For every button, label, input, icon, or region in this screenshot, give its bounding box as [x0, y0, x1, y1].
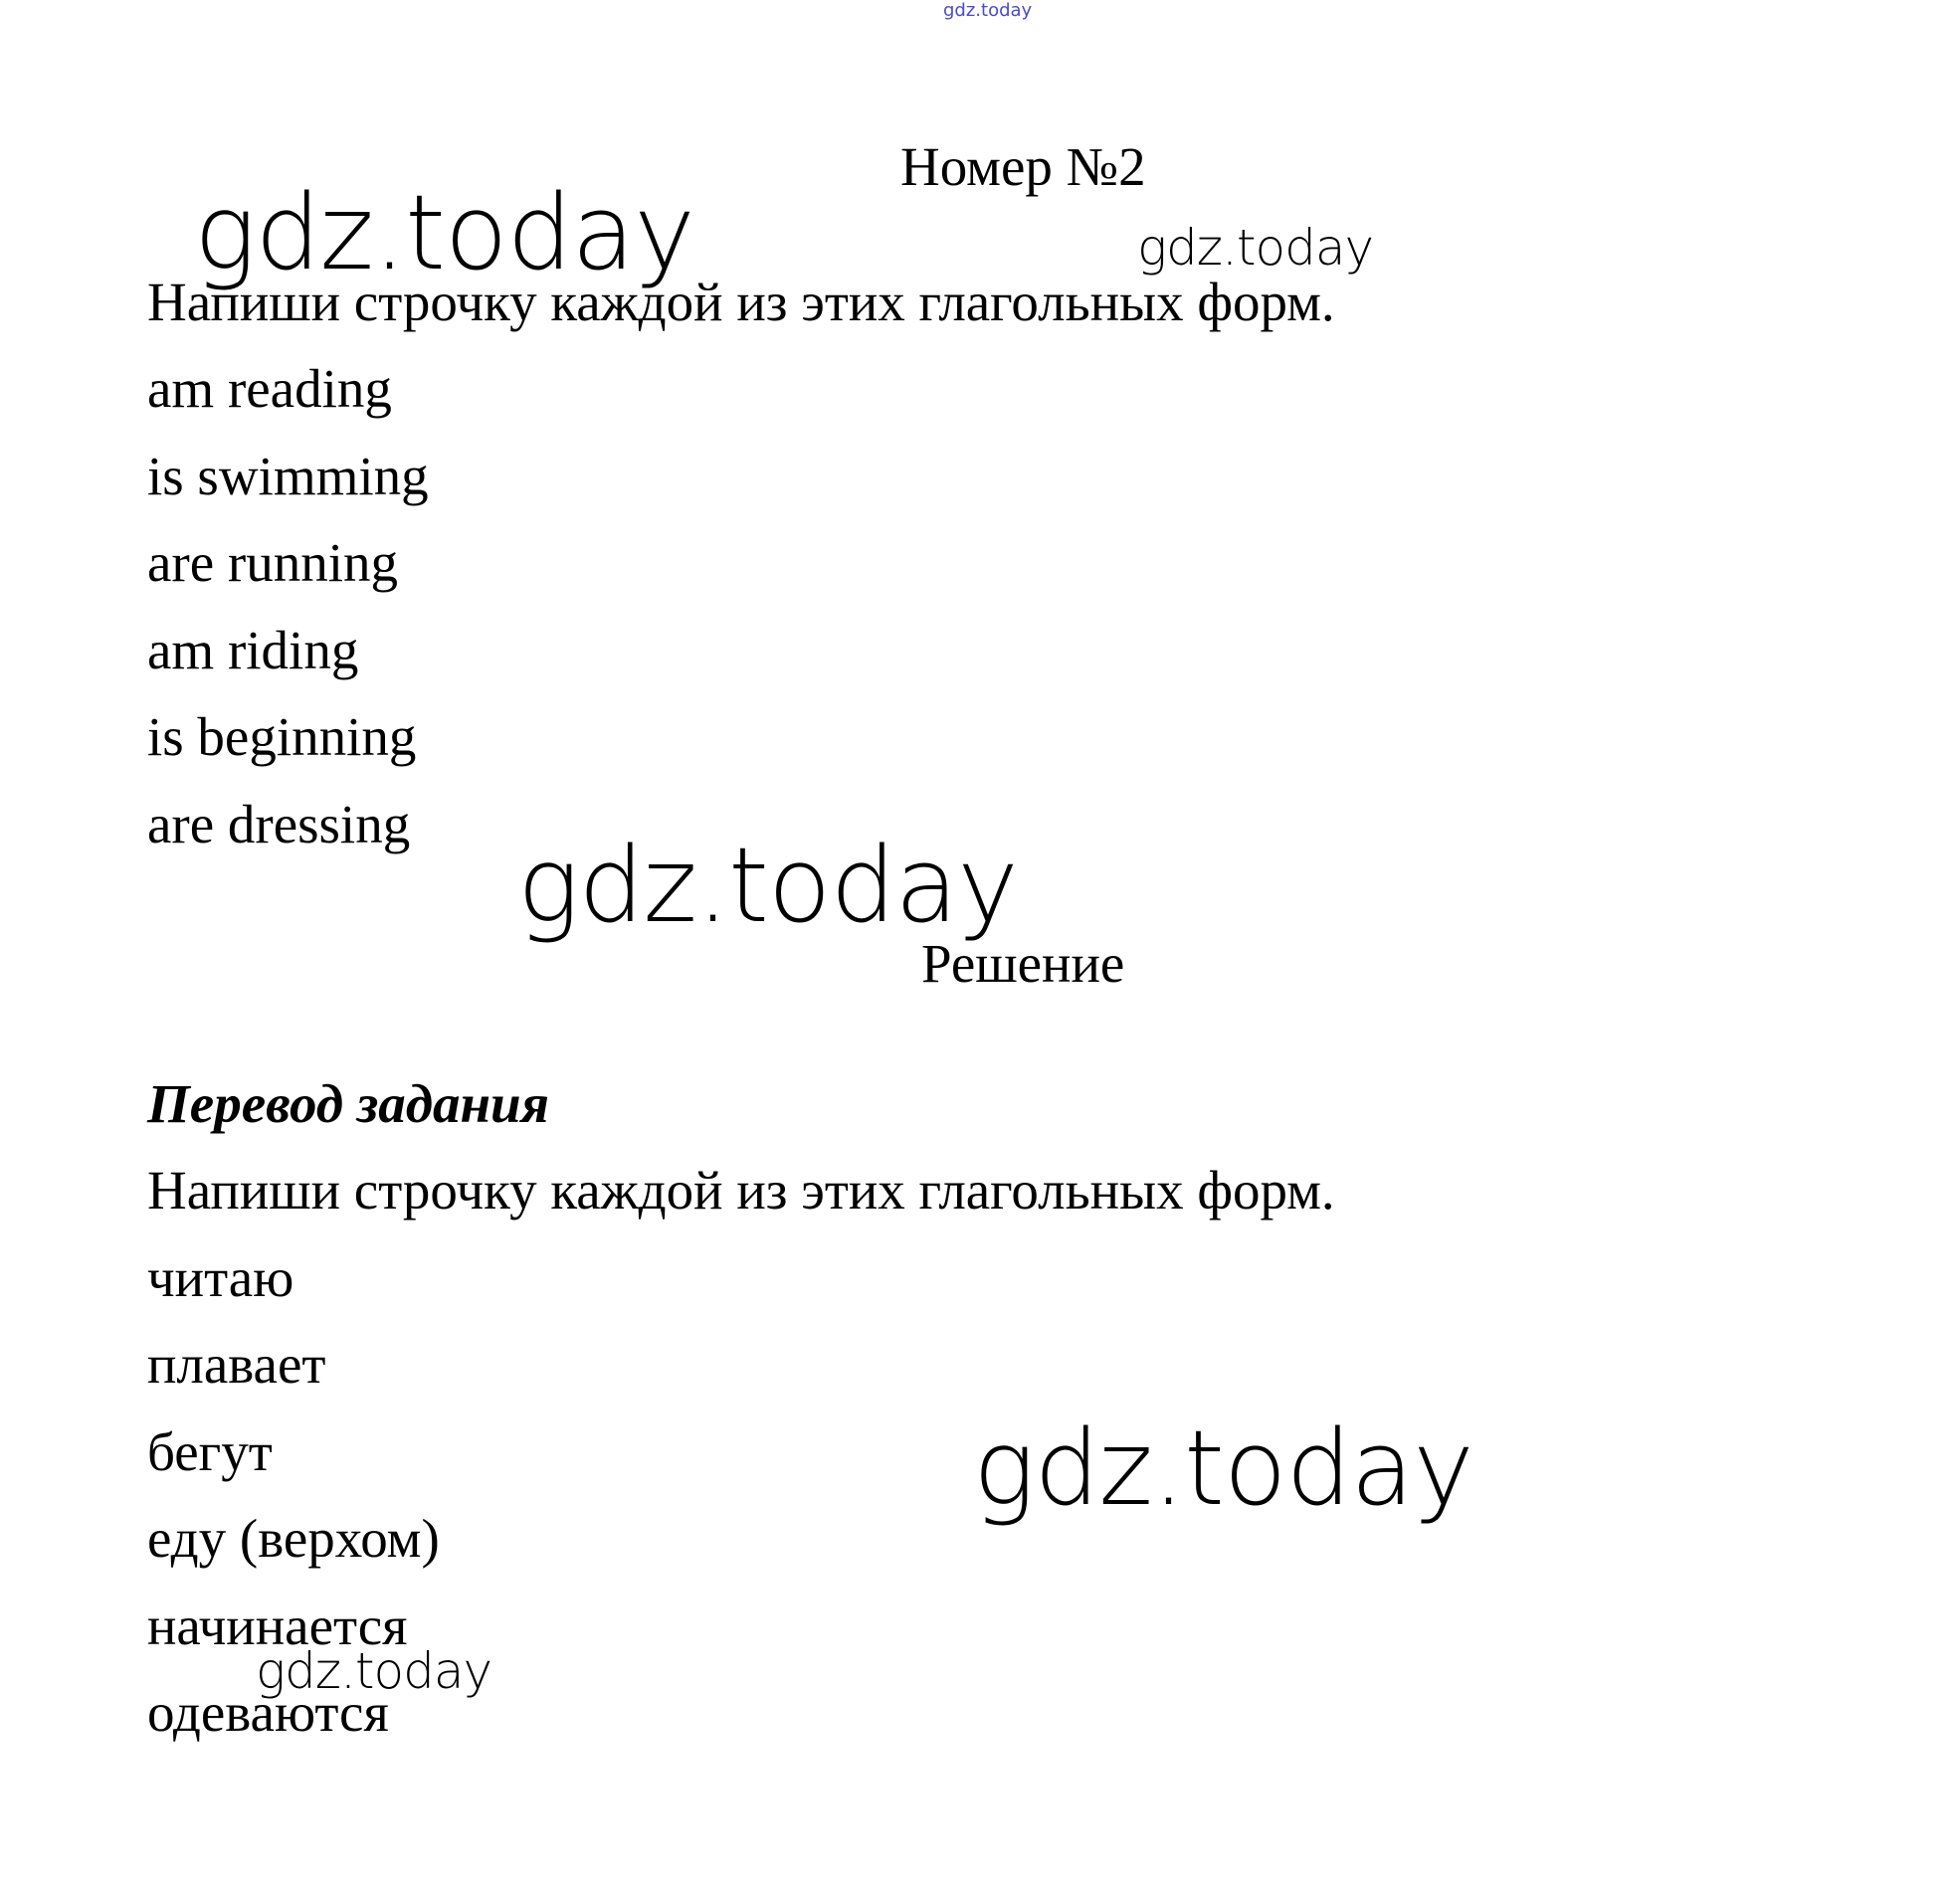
task-item: is swimming	[147, 446, 429, 506]
task-item: am riding	[147, 620, 359, 680]
task-item: am reading	[147, 358, 392, 419]
translation-instruction: Напиши строчку каждой из этих глагольных форм.	[147, 1160, 1335, 1221]
translation-item: бегут	[147, 1421, 273, 1482]
translation-item: еду (верхом)	[147, 1508, 440, 1569]
page-title: Номер №2	[900, 136, 1146, 197]
translation-heading: Перевод задания	[147, 1073, 549, 1134]
task-item: are running	[147, 532, 398, 593]
watermark-medium-2: gdz.today	[256, 1642, 492, 1700]
task-instruction: Напиши строчку каждой из этих глагольных форм.	[147, 272, 1335, 332]
translation-item: одеваются	[147, 1682, 389, 1743]
solution-title: Решение	[921, 933, 1125, 994]
watermark-large-1: gdz.today	[194, 172, 694, 293]
watermark-top: gdz.today	[943, 0, 1033, 21]
translation-item: плавает	[147, 1334, 326, 1395]
translation-item: начинается	[147, 1596, 408, 1656]
task-item: is beginning	[147, 706, 417, 767]
watermark-large-3: gdz.today	[973, 1408, 1473, 1529]
watermark-large-2: gdz.today	[517, 825, 1018, 946]
watermark-medium-1: gdz.today	[1137, 219, 1374, 277]
task-item: are dressing	[147, 794, 411, 854]
translation-item: читаю	[147, 1247, 294, 1308]
